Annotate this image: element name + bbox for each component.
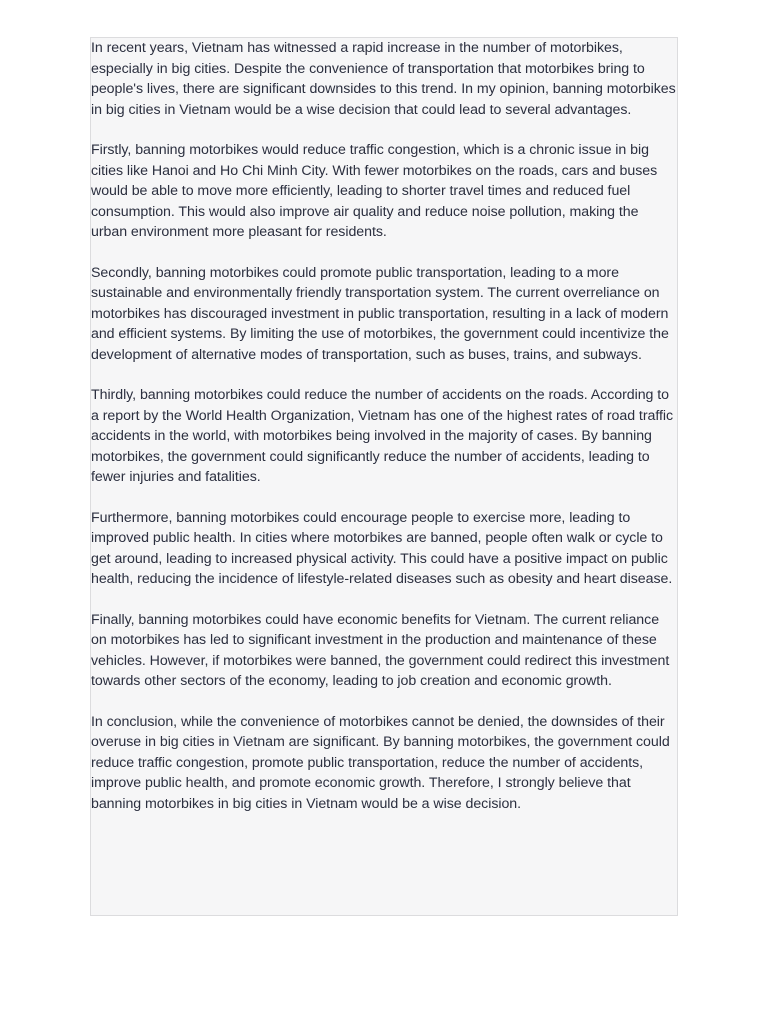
essay-text-box	[90, 37, 678, 916]
paragraph-introduction: In recent years, Vietnam has witnessed a rapid increase in the number of motorbikes, especially in big cities. Despite the convenience of transportation that motorbikes bring to people's lives, there are significant downsides to this trend. In my opinion, banning motorbikes in big cities in Vietnam would be a wise decision that could lead to several advantages.	[91, 40, 676, 118]
paragraph-secondly: Secondly, banning motorbikes could promote public transportation, leading to a more sustainable and environmentally friendly transportation system. The current overreliance on motorbikes has discouraged investment in public transportation, resulting in a lack of modern and efficient systems. By limiting the use of motorbikes, the government could incentivize the development of alternative modes of transportation, such as buses, trains, and subways.	[91, 264, 669, 363]
paragraph-thirdly: Thirdly, banning motorbikes could reduce the number of accidents on the roads. According to a report by the World Health Organization, Vietnam has one of the highest rates of road traffic accidents in the world, with motorbikes being involved in the majority of cases. By banning motorbikes, the government could significantly reduce the number of accidents, leading to fewer injuries and fatalities.	[91, 387, 674, 485]
paragraph-conclusion: In conclusion, while the convenience of motorbikes cannot be denied, the downsides of their overuse in big cities in Vietnam are significant. By banning motorbikes, the government could reduce traffic congestion, promote public transportation, reduce the number of accidents, improve public health, and promote economic growth. Therefore, I strongly believe that banning motorbikes in big cities in Vietnam would be a wise decision.	[91, 713, 670, 812]
paragraph-furthermore: Furthermore, banning motorbikes could encourage people to exercise more, leading to improved public health. In cities where motorbikes are banned, people often walk or cycle to get around, leading to increased physical activity. This could have a positive impact on public health, reducing the incidence of lifestyle-related diseases such as obesity and heart disease.	[91, 509, 673, 587]
paragraph-firstly: Firstly, banning motorbikes would reduce traffic congestion, which is a chronic issue in big cities like Hanoi and Ho Chi Minh City. With fewer motorbikes on the roads, cars and buses would be able to move more efficiently, leading to shorter travel times and reduced fuel consumption. This would also improve air quality and reduce noise pollution, making the urban environment more pleasant for residents.	[91, 142, 658, 240]
paragraph-finally: Finally, banning motorbikes could have economic benefits for Vietnam. The current reliance on motorbikes has led to significant investment in the production and maintenance of these vehicles. However, if motorbikes were banned, the government could redirect this investment towards other sectors of the economy, leading to job creation and economic growth.	[91, 611, 670, 689]
essay-text	[91, 38, 678, 814]
